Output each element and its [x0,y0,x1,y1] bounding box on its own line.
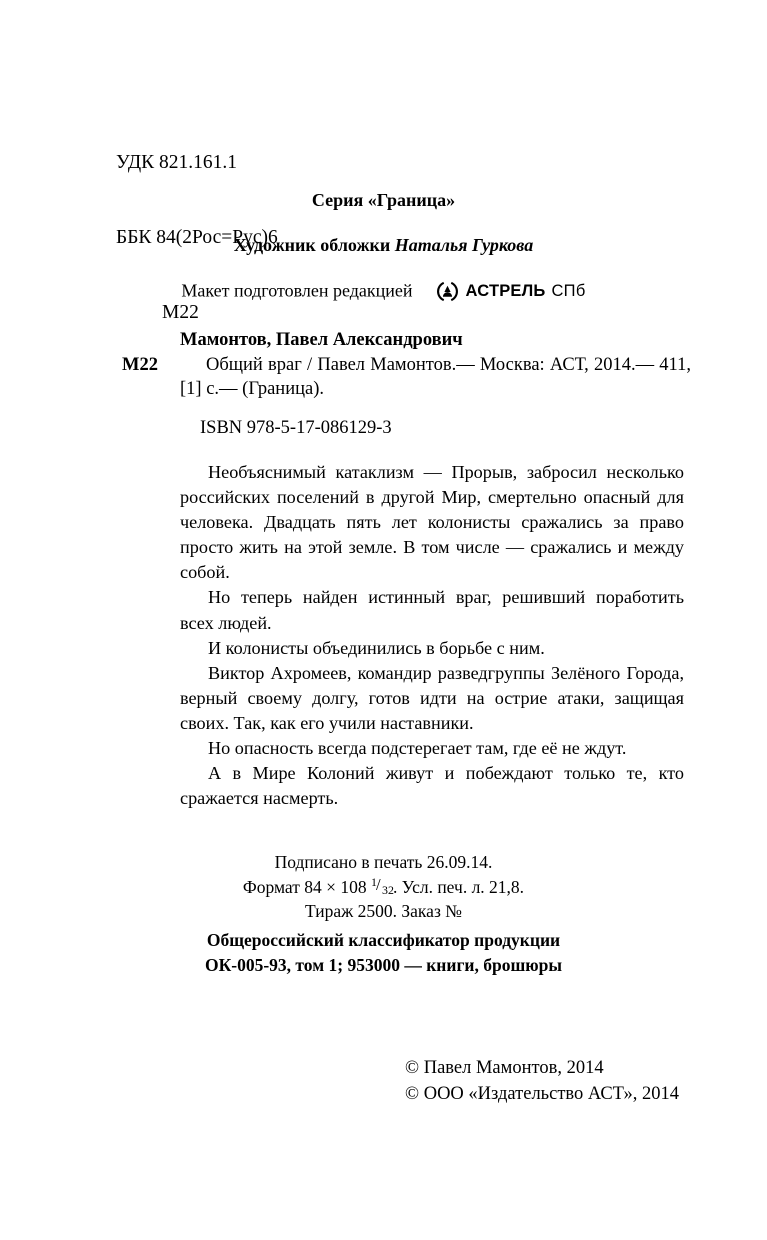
layout-credit-line [0,279,767,302]
annotation-paragraph: Но теперь найден истинный враг, решивший поработить всех людей. [180,587,684,633]
copyright-publisher: © ООО «Издательство АСТ», 2014 [405,1084,679,1104]
format-prefix: Формат 84 × 108 [242,876,372,897]
publisher-city: СПб [551,281,586,300]
bibliographic-record [116,328,691,402]
bbk-code: ББК 84(2Рос=Рус)6 [116,227,278,248]
biblio-author: Мамонтов, Павел Александрович [180,330,463,350]
fraction-slash: / [376,875,381,895]
format-suffix: . Усл. печ. л. 21,8. [393,876,525,897]
classifier-line-2: ОК-005-93, том 1; 953000 — книги, брошюры [204,955,563,975]
copyright-block [405,1055,679,1107]
annotation-paragraph: Виктор Ахромеев, командир разведгруппы Зелёного Города, верный своему долгу, готов идти на острие атаки, защищая своих. Так, как его учили наставники. [180,662,684,733]
biblio-record-body [180,328,691,402]
publisher-logo [437,280,586,301]
product-classifier-block [0,928,767,978]
format-line [0,875,767,900]
copyright-author: © Павел Мамонтов, 2014 [405,1058,604,1078]
annotation-block [180,460,684,811]
publisher-brand-name: АСТРЕЛЬ [465,281,546,300]
classifier-line-1: Общероссийский классификатор продукции [206,930,561,950]
cover-artist-label: Художник обложки [233,235,395,255]
signed-to-print: Подписано в печать 26.09.14. [274,852,493,872]
fraction-denominator: 32 [382,882,394,897]
annotation-paragraph: Необъяснимый катаклизм — Прорыв, забросил несколько российских поселений в другой Мир, смертельно опасный для человека. Двадцать пять лет колонисты сражались за право просто жить на этой земле. В том числе — сражались и между собой. [180,462,684,583]
annotation-paragraph: И колонисты объединились в борьбе с ним. [208,637,545,658]
astrel-circle-a-logo-icon [437,281,458,302]
annotation-paragraph: Но опасность всегда подстерегает там, где её не ждут. [208,738,627,759]
shelf-mark-code: М22 [162,302,199,323]
layout-credit-label: Макет подготовлен редакцией [181,280,413,301]
biblio-shelf-mark: М22 [122,354,158,375]
isbn: ISBN 978-5-17-086129-3 [200,418,392,438]
colophon-block [0,850,767,924]
print-run-line: Тираж 2500. Заказ № [305,901,462,921]
series-title: Серия «Граница» [311,190,456,210]
cover-artist-credit [0,235,767,256]
format-fraction [371,874,394,897]
cover-artist-name: Наталья Гуркова [394,235,534,255]
biblio-description: Общий враг / Павел Мамонтов.— Москва: АСТ, 2014.— 411, [1] с.— (Граница). [180,354,691,399]
udk-code: УДК 821.161.1 [116,152,238,173]
annotation-paragraph: А в Мире Колоний живут и побеждают только те, кто сражается насмерть. [180,763,684,809]
fraction-numerator: 1 [371,874,377,889]
